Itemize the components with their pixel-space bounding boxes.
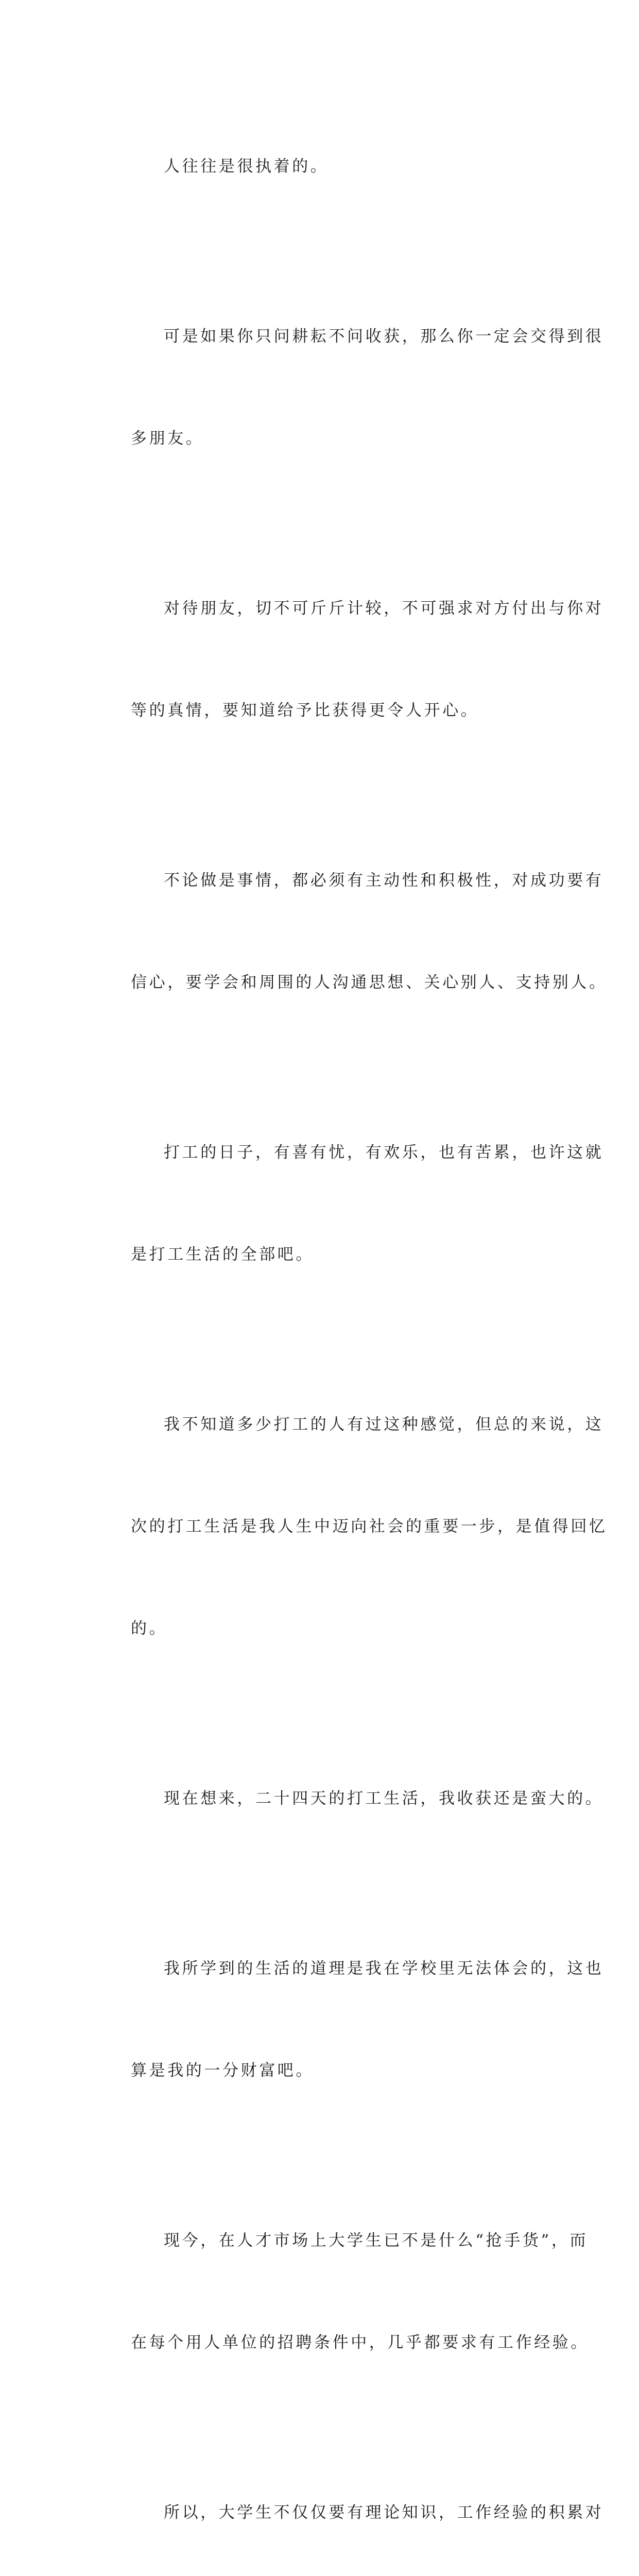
text-line: 在每个用人单位的招聘条件中，几乎都要求有工作经验。 [131,2333,589,2352]
text-line: 打工的日子，有喜有忧，有欢乐，也有苦累，也许这就 [164,1143,604,1162]
text-line: 是打工生活的全部吧。 [131,1245,314,1264]
text-line: 多朋友。 [131,429,204,448]
text-line: 可是如果你只问耕耘不问收获，那么你一定会交得到很 [164,327,604,346]
paragraph [98,2428,604,2576]
text-line: 现在想来，二十四天的打工生活，我收获还是蛮大的。 [164,1789,604,1808]
text-line: 信心，要学会和周围的人沟通思想、关心别人、支持别人。 [131,973,608,992]
paragraph [98,1067,604,1340]
text-line: 的。 [131,1619,168,1638]
text-line: 对待朋友，切不可斤斤计较，不可强求对方付出与你对 [164,599,604,618]
paragraph [98,1340,608,1714]
document-body [98,81,608,2576]
text-line: 现今，在人才市场上大学生已不是什么“抢手货”，而 [164,2231,589,2250]
paragraph [98,523,604,795]
text-line: 次的打工生活是我人生中迈向社会的重要一步，是值得回忆 [131,1517,608,1536]
paragraph [98,251,604,523]
paragraph [98,81,547,251]
paragraph [98,2156,589,2428]
text-line: 人往往是很执着的。 [164,157,329,176]
text-line: 所以，大学生不仅仅要有理论知识，工作经验的积累对 [164,2503,604,2522]
paragraph [98,1884,604,2156]
paragraph [98,795,608,1067]
text-line: 我不知道多少打工的人有过这种感觉，但总的来说，这 [164,1415,604,1434]
paragraph [98,1714,604,1884]
text-line: 我所学到的生活的道理是我在学校里无法体会的，这也 [164,1959,604,1978]
text-line: 等的真情，要知道给予比获得更令人开心。 [131,701,479,720]
text-line: 不论做是事情，都必须有主动性和积极性，对成功要有 [164,871,604,890]
text-line: 算是我的一分财富吧。 [131,2061,314,2080]
